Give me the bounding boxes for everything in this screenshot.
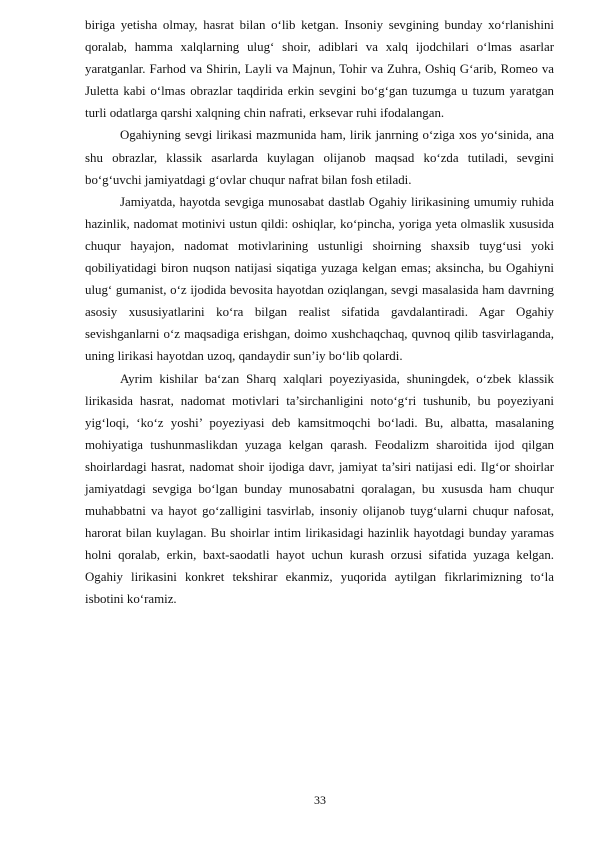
paragraph-4: Ayrim kishilar ba‘zan Sharq xalqlari poyeziyasida, shuningdek, o‘zbek klassik lirikasida hasrat, nadomat motivlari ta’sirchanligini noto‘g‘ri tushunib, bu poyeziyani yig‘loqi, ‘ko‘z yoshi’ poyeziyasi deb kamsitmoqchi bo‘ladi. Bu, albatta, masalaning mohiyatiga tushunmaslikdan yuzaga kelgan qarash. Feodalizm sharoitida ijod qilgan shoirlardagi hasrat, nadomat shoir ijodiga davr, jamiyat ta’siri natijasi edi. Ilg‘or shoirlar jamiyatdagi sevgiga bo‘lgan bunday munosabatni qoralagan, bu xususda ham chuqur muhabbatni va hayot go‘zalligini tasvirlab, insoniy olijanob tuyg‘ularni chuqur nafosat, harorat bilan kuylagan. Bu shoirlar intim lirikasidagi hazinlik hayotdagi bunday yaramas holni qoralab, erkin, baxt-saodatli hayot uchun kurash orzusi sifatida yuzaga kelgan. Ogahiy lirikasini konkret tekshirar ekanmiz, yuqorida aytilgan fikrlarimizning to‘la isbotini ko‘ramiz.	[85, 371, 554, 607]
document-body	[85, 14, 554, 611]
page-number: 33	[314, 793, 326, 807]
paragraph-3: Jamiyatda, hayotda sevgiga munosabat dastlab Ogahiy lirikasining umumiy ruhida hazinlik, nadomat motinivi ustun qildi: oshiqlar, ko‘pincha, yoriga yeta olmaslik xususida chuqur hayajon, nadomat motivlarining ustunligi shoirning shaxsib tuyg‘usi yoki qobiliyatidagi biron nuqson natijasi siqatiga yuzaga kelgan emas; aksincha, bu Ogahiyni ulug‘ gumanist, o‘z ijodida bevosita hayotdan oziqlangan, sevgi masalasida ham davrning asosiy xususiyatlarini ko‘ra bilgan realist sifatida gavdalantiradi. Agar Ogahiy sevishganlarni o‘z maqsadiga erishgan, doimo xushchaqchaq, quvnoq qilib tasvirlaganda, uning lirikasi hayotdan uzoq, qandaydir sun’iy bo‘lib qolardi.	[85, 194, 554, 364]
paragraph-1: biriga yetisha olmay, hasrat bilan o‘lib ketgan. Insoniy sevgining bunday xo‘rlanishini qoralab, hamma xalqlarning ulug‘ shoir, adiblari va xalq ijodchilari o‘lmas asarlar yaratganlar. Farhod va Shirin, Layli va Majnun, Tohir va Zuhra, Oshiq G‘arib, Romeo va Juletta kabi o‘lmas obrazlar taqdirida erkin sevgini bo‘g‘gan tuzumga u tuzum yaratgan turli odatlarga qarshi xalqning chin nafrati, erksevar ruhi ifodalangan.	[85, 18, 554, 121]
paragraph-2: Ogahiyning sevgi lirikasi mazmunida ham, lirik janrning o‘ziga xos yo‘sinida, ana shu obrazlar, klassik asarlarda kuylagan olijanob maqsad ko‘zda tutiladi, sevgini bo‘g‘uvchi jamiyatdagi g‘ovlar chuqur nafrat bilan fosh etiladi.	[85, 128, 554, 187]
